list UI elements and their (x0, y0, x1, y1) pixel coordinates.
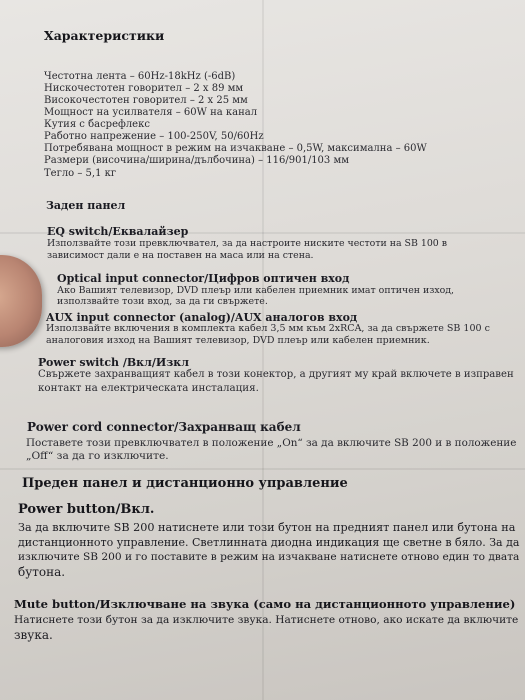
body-line: използвайте този вход, за да ги свържете. (57, 296, 268, 307)
body-line: За да включите SB 200 натиснете или този бутон на предният панел или бутона на (18, 521, 516, 534)
spec-line: Мощност на усилвателя – 60W на канал (44, 107, 258, 118)
body-line: изключите SB 200 и го поставите в режим на изчакване натиснете отново един то двата (18, 551, 520, 563)
heading-power-cord: Power cord connector/Захранващ кабел (27, 420, 301, 434)
body-line: Използвайте този превключвател, за да настроите ниските честоти на SB 100 в (47, 238, 448, 249)
spec-line: Нискочестотен говорител – 2 x 89 мм (44, 83, 244, 94)
section-title-characteristics: Характеристики (44, 28, 165, 43)
heading-mute-button: Mute button/Изключване на звука (само на дистанционното управление) (14, 597, 516, 611)
heading-power-button: Power button/Вкл. (18, 502, 155, 517)
heading-eq-switch: EQ switch/Еквалайзер (47, 225, 189, 238)
spec-line: Работно напрежение – 100-250V, 50/60Hz (44, 131, 264, 142)
body-line: контакт на електрическата инсталация. (38, 382, 259, 394)
body-line: „Off“ за да го изключите. (26, 450, 169, 462)
spec-line: Честотна лента – 60Hz-18kHz (-6dB) (44, 71, 236, 82)
heading-power-switch: Power switch /Вкл/Изкл (38, 356, 189, 369)
body-line: дистанционното управление. Светлинната диодна индикация ще светне в бяло. За да (18, 536, 520, 549)
heading-aux-input: AUX input connector (analog)/AUX аналогов вход (46, 311, 358, 324)
spec-line: Размери (височина/ширина/дълбочина) – 116/901/103 мм (44, 155, 350, 166)
spec-line: Тегло – 5,1 кг (44, 168, 117, 179)
section-title-front-panel: Преден панел и дистанционно управление (22, 476, 348, 491)
section-title-rear-panel: Заден панел (46, 199, 126, 212)
body-line: Поставете този превключвател в положение „On“ за да включите SB 200 и в положение (26, 437, 517, 449)
body-line: Ако Вашият телевизор, DVD плеър или кабелен приемник имат оптичен изход, (57, 285, 455, 296)
spec-line: Високочестотен говорител – 2 x 25 мм (44, 95, 248, 106)
body-line: зависимост дали е на поставен на маса или на стена. (47, 250, 314, 261)
spec-line: Кутия с басрефлекс (44, 119, 150, 130)
body-line: аналоговия изход на Вашият телевизор, DVD плеър или кабелен приемник. (46, 335, 430, 346)
body-line: Натиснете този бутон за да изключите звука. Натиснете отново, ако искате да включите (14, 614, 519, 626)
body-line: Използвайте включения в комплекта кабел 3,5 мм към 2xRCA, за да свържете SB 100 с (46, 323, 490, 334)
spec-line: Потребявана мощност в режим на изчакване – 0,5W, максимална – 60W (44, 143, 427, 154)
heading-optical-input: Optical input connector/Цифров оптичен вход (57, 272, 350, 285)
body-line: звука. (14, 628, 53, 642)
body-line: Свържете захранващият кабел в този конектор, а другият му край включете в изправен (38, 369, 514, 380)
body-line: бутона. (18, 565, 66, 579)
